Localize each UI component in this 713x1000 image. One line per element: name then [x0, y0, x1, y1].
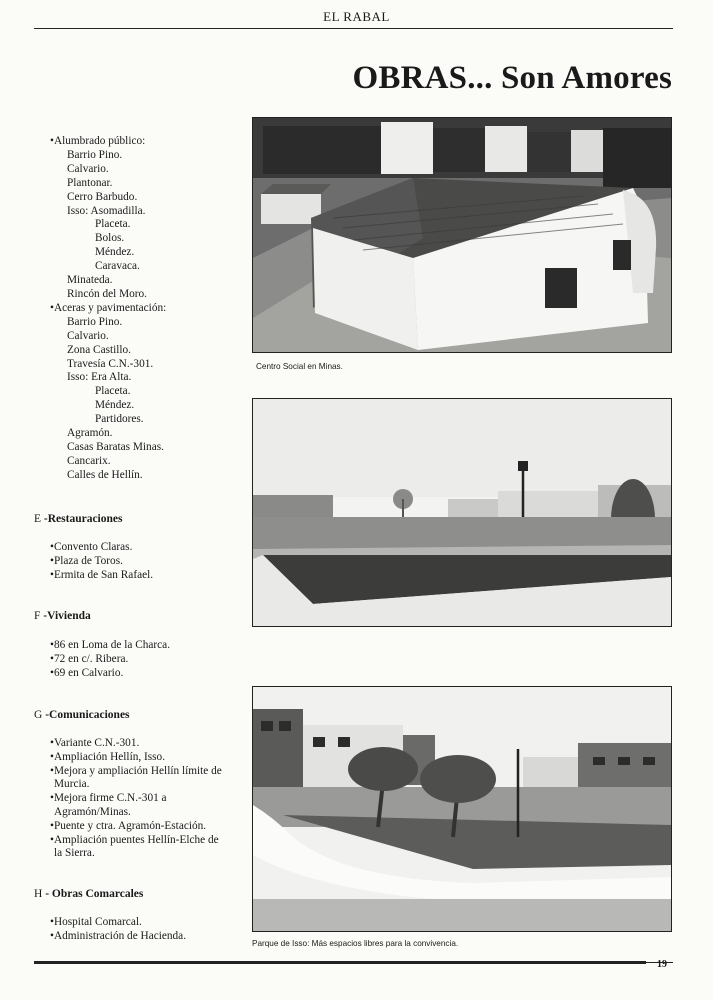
page-title: OBRAS... Son Amores	[352, 60, 672, 96]
section-code: F	[34, 610, 41, 622]
footer-rule	[34, 961, 646, 964]
list-item: •Alumbrado público:	[50, 135, 146, 147]
list-item: Barrio Pino.	[67, 148, 123, 161]
photo-caption: Centro Social en Minas.	[256, 362, 343, 371]
section-code: H	[34, 888, 43, 900]
list-item: Calles de Hellín.	[67, 468, 143, 481]
list-item: •Aceras y pavimentación:	[50, 301, 167, 314]
works-list	[50, 135, 166, 483]
page-number: 19	[657, 959, 667, 970]
list-item: •Ermita de San Rafael.	[50, 568, 154, 581]
list-item: Calvario.	[67, 162, 109, 175]
list-item: Casas Baratas Minas.	[67, 440, 164, 453]
list-item: •69 en Calvario.	[50, 666, 124, 679]
list-item: Zona Castillo.	[67, 343, 132, 356]
list-item: Placeta.	[95, 385, 131, 398]
list-item: Méndez.	[95, 399, 135, 412]
list-item: Calvario.	[67, 329, 109, 342]
list-item: •Administración de Hacienda.	[50, 929, 187, 942]
list-item: •Variante C.N.-301.	[50, 737, 140, 749]
list-item: Cancarix.	[67, 454, 111, 467]
section-code: E	[34, 513, 42, 525]
section-e-items	[50, 541, 153, 582]
section-heading-h	[34, 888, 143, 900]
list-item: Cerro Barbudo.	[67, 190, 138, 203]
photo-parque-isso	[252, 686, 672, 932]
list-item: •Puente y ctra. Agramón-Estación.	[50, 819, 207, 832]
list-item: •Plaza de Toros.	[50, 554, 123, 567]
list-item: Bolos.	[95, 232, 125, 245]
section-heading-g	[34, 709, 130, 721]
list-item: Isso: Asomadilla.	[67, 204, 146, 217]
photo-centro-social	[252, 117, 672, 353]
list-item: Placeta.	[95, 218, 131, 231]
section-title: -Vivienda	[43, 610, 91, 622]
list-item: Caravaca.	[95, 260, 140, 273]
section-title: - Obras Comarcales	[45, 888, 144, 900]
list-item: •86 en Loma de la Charca.	[50, 639, 171, 651]
section-heading-f	[34, 610, 91, 622]
list-item: •Mejora y ampliación Hellín límite de	[50, 764, 222, 777]
section-f-items	[50, 639, 170, 680]
running-header: EL RABAL	[323, 9, 390, 24]
list-item: Minateda.	[67, 274, 113, 287]
list-item: •Convento Claras.	[50, 541, 133, 553]
section-code: G	[34, 709, 43, 721]
list-item: Isso: Era Alta.	[67, 371, 132, 384]
section-h-items	[50, 916, 186, 944]
list-item: •Ampliación puentes Hellín-Elche de	[50, 833, 219, 846]
section-g-items	[50, 737, 222, 861]
header-rule	[34, 28, 673, 29]
list-item: la Sierra.	[54, 847, 95, 860]
list-item: •72 en c/. Ribera.	[50, 652, 129, 665]
section-title: -Restauraciones	[43, 513, 123, 525]
list-item: Plantonar.	[67, 176, 113, 189]
list-item: Murcia.	[54, 778, 90, 791]
list-item: Agramón.	[67, 427, 113, 440]
section-heading-e	[34, 513, 122, 525]
list-item: Rincón del Moro.	[67, 287, 148, 300]
section-title: -Comunicaciones	[45, 709, 130, 721]
photo-plaza	[252, 398, 672, 627]
list-item: •Hospital Comarcal.	[50, 916, 142, 928]
list-item: Méndez.	[95, 246, 135, 259]
list-item: Travesía C.N.-301.	[67, 357, 154, 370]
list-item: Agramón/Minas.	[54, 805, 131, 818]
list-item: •Mejora firme C.N.-301 a	[50, 792, 167, 805]
photo-caption: Parque de Isso: Más espacios libres para la convivencia.	[252, 939, 459, 948]
list-item: Partidores.	[95, 413, 144, 426]
list-item: Barrio Pino.	[67, 315, 123, 328]
list-item: •Ampliación Hellín, Isso.	[50, 750, 166, 763]
